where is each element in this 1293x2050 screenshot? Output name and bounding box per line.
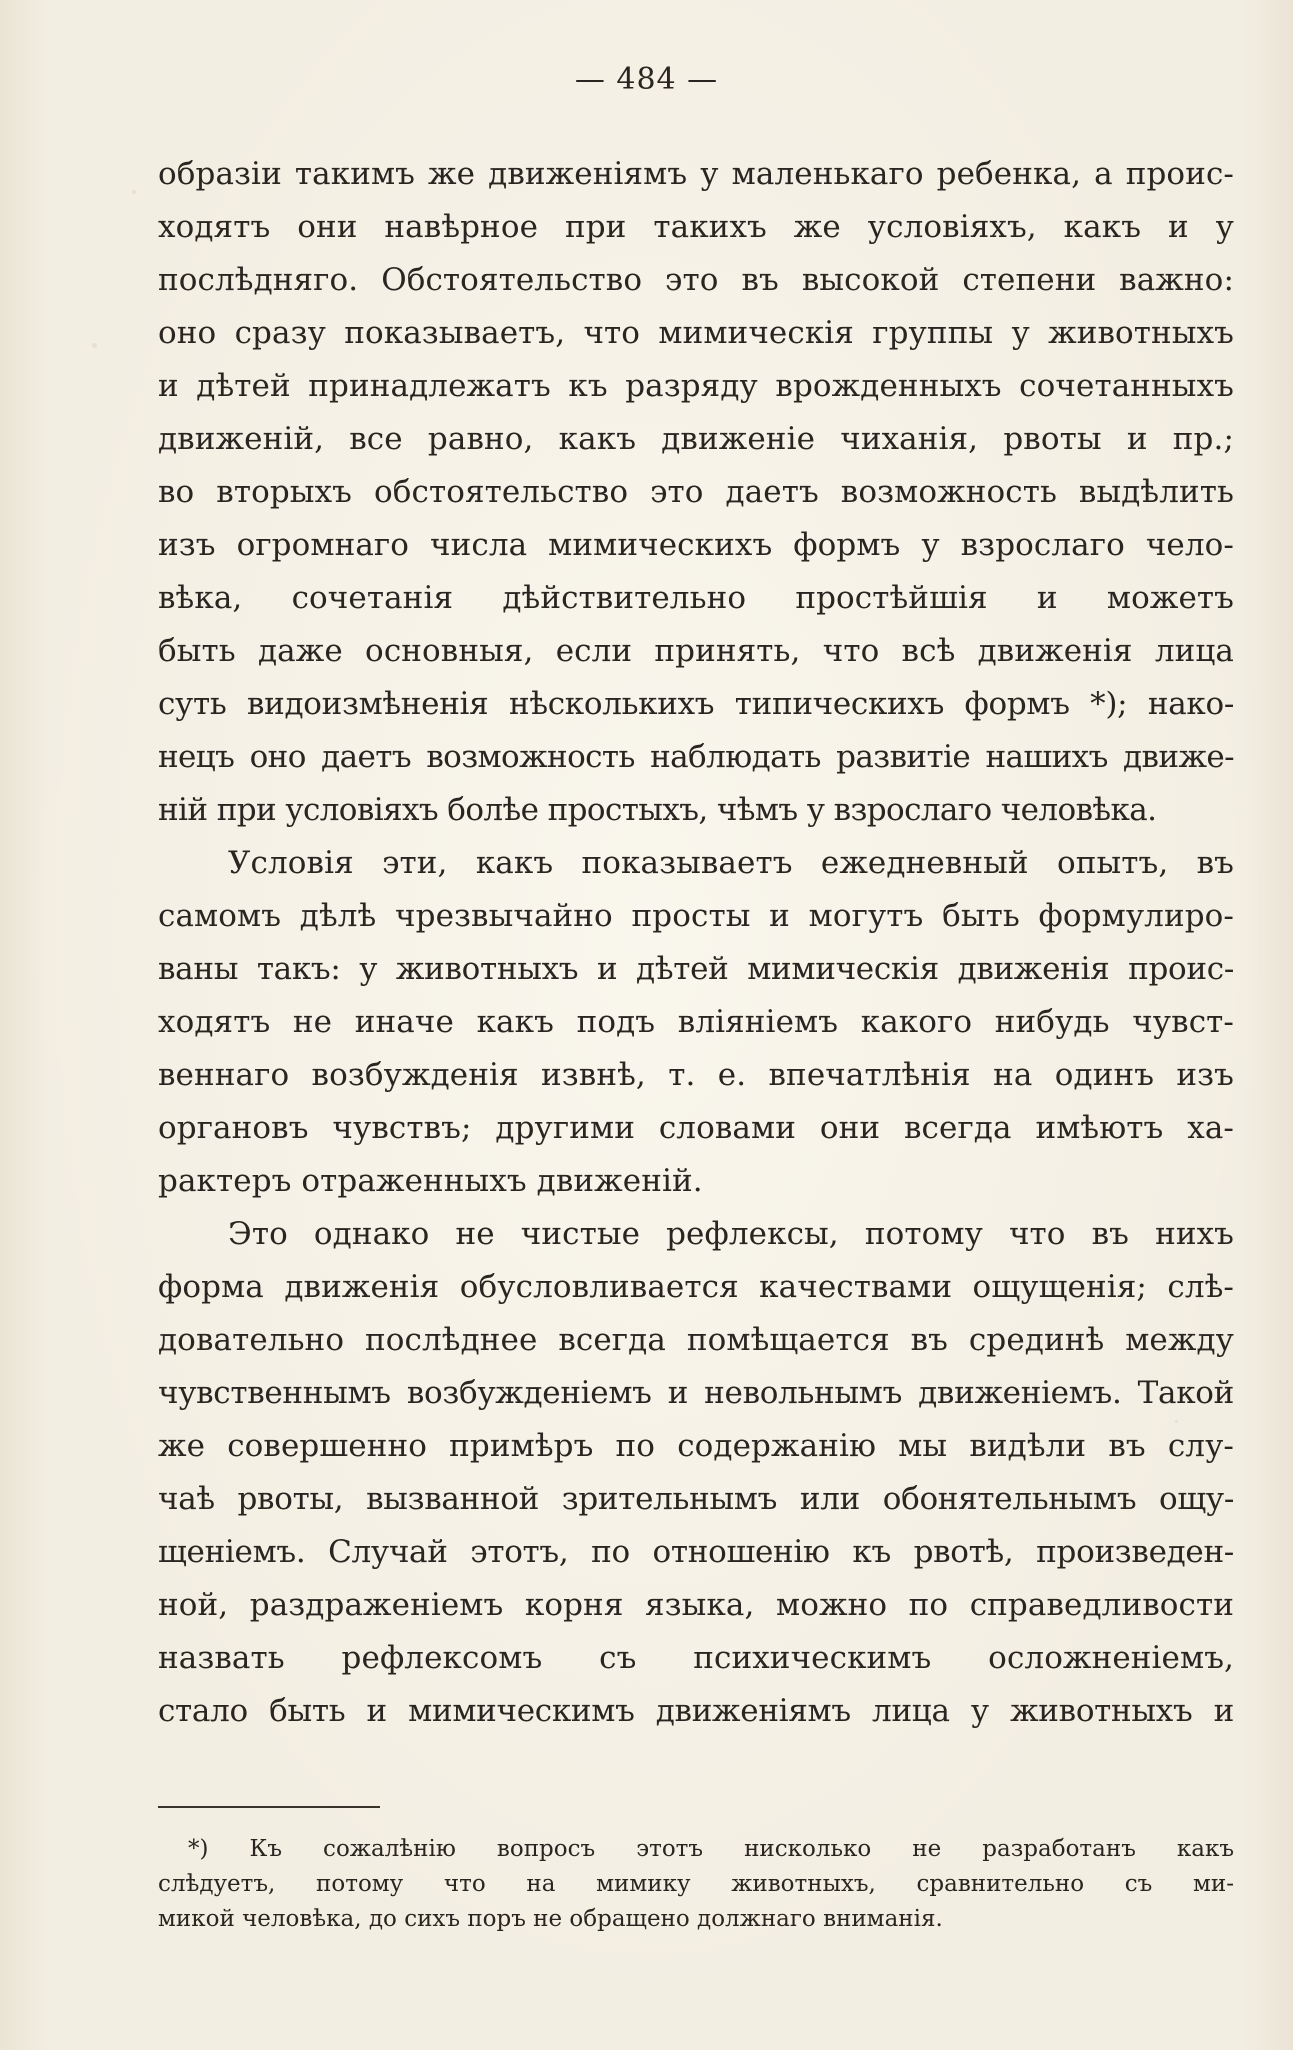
text-line: чаѣ рвоты, вызванной зрительнымъ или обонятельнымъ ощу- [158,1481,1234,1517]
paragraph-start-line: Условiя эти, какъ показываетъ ежедневный опытъ, въ [228,845,1234,881]
text-line: ходятъ не иначе какъ подъ влiянiемъ какого нибудь чувст- [158,1004,1234,1040]
text-line: же совершенно примѣръ по содержанiю мы видѣли въ слу- [158,1428,1234,1464]
text-line: щенiемъ. Случай этотъ, по отношенiю къ рвотѣ, произведен- [158,1534,1234,1570]
paragraph-start-line: Это однако не чистые рефлексы, потому что въ нихъ [228,1216,1234,1252]
text-line: форма движенiя обусловливается качествами ощущенiя; слѣ- [158,1269,1234,1305]
text-line: чувственнымъ возбужденiемъ и невольнымъ движенiемъ. Такой [158,1375,1234,1411]
paper-spot [132,190,136,194]
footnote-line: слѣдуетъ, потому что на мимику животныхъ, сравнительно съ ми- [158,1871,1234,1897]
footnote-divider [158,1806,380,1808]
text-line: во вторыхъ обстоятельство это даетъ возможность выдѣлить [158,474,1234,510]
text-line: веннаго возбужденiя извнѣ, т. е. впечатлѣнiя на одинъ изъ [158,1057,1234,1093]
text-line: суть видоизмѣненiя нѣсколькихъ типическихъ формъ *); нако- [158,686,1234,722]
text-line: и дѣтей принадлежатъ къ разряду врожденныхъ сочетанныхъ [158,368,1234,404]
page-number: — 484 — [574,62,719,97]
text-line: оно сразу показываетъ, что мимическiя группы у животныхъ [158,315,1234,351]
text-line: нiй при условiяхъ болѣе простыхъ, чѣмъ у взрослаго человѣка. [158,792,1157,828]
text-line: образiи такимъ же движенiямъ у маленькаго ребенка, а проис- [158,156,1234,192]
text-line: рактеръ отраженныхъ движенiй. [158,1163,703,1199]
text-line: вѣка, сочетанiя дѣйствительно простѣйшiя и можетъ [158,580,1234,616]
text-line: назвать рефлексомъ съ психическимъ осложненiемъ, [158,1640,1234,1676]
text-line: изъ огромнаго числа мимическихъ формъ у взрослаго чело- [158,527,1234,563]
footnote-line: *) Къ сожалѣнiю вопросъ этотъ нисколько не разработанъ какъ [188,1836,1234,1862]
paper-spot [92,343,97,348]
text-line: быть даже основныя, если принять, что всѣ движенiя лица [158,633,1234,669]
text-line: стало быть и мимическимъ движенiямъ лица у животныхъ и [158,1693,1234,1729]
footnote [158,1832,1234,1937]
text-line: органовъ чувствъ; другими словами они всегда имѣютъ ха- [158,1110,1234,1146]
text-line: нецъ оно даетъ возможность наблюдать развитiе нашихъ движе- [158,739,1234,775]
text-line: ной, раздраженiемъ корня языка, можно по справедливости [158,1587,1234,1623]
text-line: довательно послѣднее всегда помѣщается въ срединѣ между [158,1322,1234,1358]
body-text [158,148,1234,1738]
text-line: движенiй, все равно, какъ движенiе чиханiя, рвоты и пр.; [158,421,1234,457]
text-line: послѣдняго. Обстоятельство это въ высокой степени важно: [158,262,1234,298]
text-line: ходятъ они навѣрное при такихъ же условiяхъ, какъ и у [158,209,1234,245]
text-line: ваны такъ: у животныхъ и дѣтей мимическiя движенiя проис- [158,951,1234,987]
text-line: самомъ дѣлѣ чрезвычайно просты и могутъ быть формулиро- [158,898,1234,934]
footnote-line: микой человѣка, до сихъ поръ не обращено должнаго вниманiя. [158,1906,943,1932]
